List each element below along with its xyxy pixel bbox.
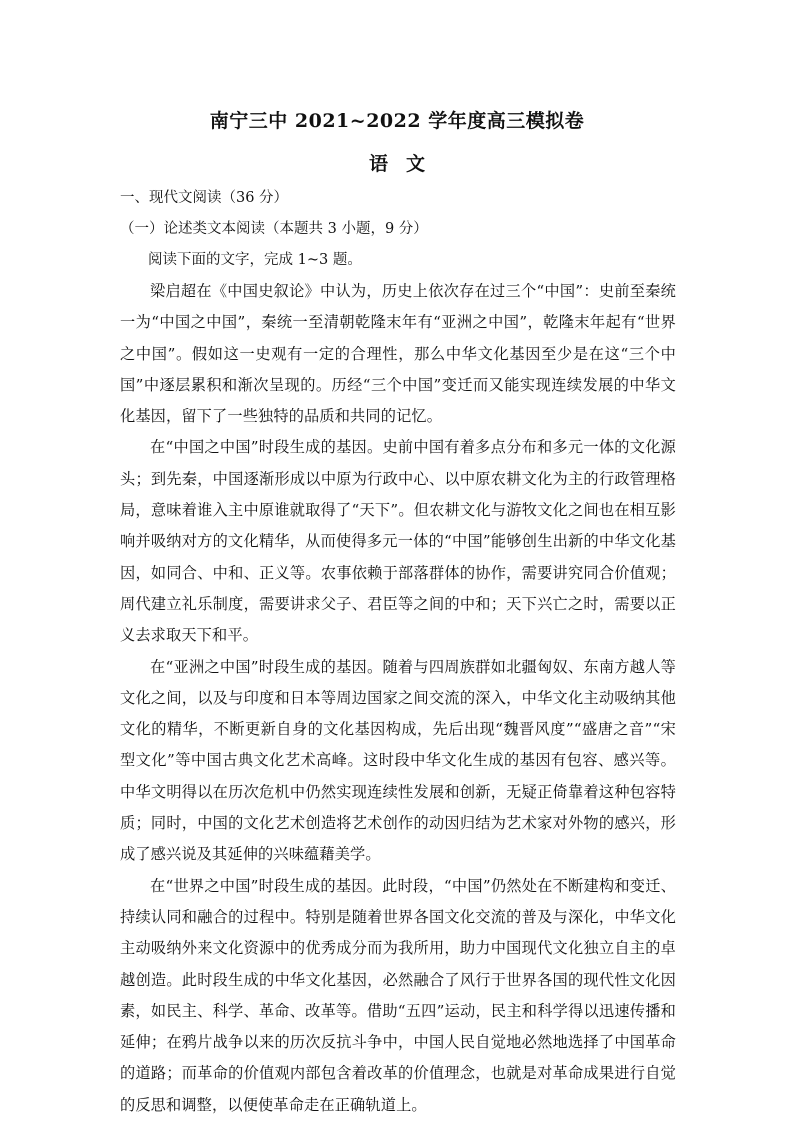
passage-paragraph: 在“世界之中国”时段生成的基因。此时段，“中国”仍然处在不断建构和变迁、持续认同和融合的过程中。特别是随着世界各国文化交流的普及与深化，中华文化主动吸纳外来文化资源中的优秀成分而为我所用，助力中国现代文化独立自主的卓越创造。此时段生成的中华文化基因，必然融合了风行于世界各国的现代性文化因素，如民主、科学、革命、改革等。借助“五四”运动，民主和科学得以迅速传播和延伸；在鸦片战争以来的历次反抗斗争中，中国人民自觉地必然地选择了中国革命的道路；而革命的价值观内部包含着改革的价值理念，也就是对革命成果进行自觉的反思和调整，以便使革命走在正确轨道上。 — [120, 876, 676, 1114]
passage-paragraph: 梁启超在《中国史叙论》中认为，历史上依次存在过三个“中国”：史前至秦统一为“中国之中国”，秦统一至清朝乾隆末年有“亚洲之中国”，乾隆末年起有“世界之中国”。假如这一史观有一定的合理性，那么中华文化基因至少是在这“三个中国”中逐层累积和渐次呈现的。历经“三个中国”变迁而又能实现连续发展的中华文化基因，留下了一些独特的品质和共同的记忆。 — [120, 282, 676, 426]
subsection-heading: （一）论述类文本阅读（本题共 3 小题，9 分） — [120, 221, 428, 237]
passage-paragraph: 在“中国之中国”时段生成的基因。史前中国有着多点分布和多元一体的文化源头；到先秦，中国逐渐形成以中原为行政中心、以中原农耕文化为主的行政管理格局，意味着谁入主中原谁就取得了“天下”。但农耕文化与游牧文化之间也在相互影响并吸纳对方的文化精华，从而使得多元一体的“中国”能够创生出新的中华文化基因，如同合、中和、正义等。农事依赖于部落群体的协作，需要讲究同合价值观；周代建立礼乐制度，需要讲求父子、君臣等之间的中和；天下兴亡之时，需要以正义去求取天下和平。 — [120, 438, 676, 645]
subject-title: 语文 — [368, 153, 443, 175]
reading-instruction: 阅读下面的文字，完成 1~3 题。 — [148, 252, 362, 268]
passage-body — [120, 276, 676, 1121]
section-heading: 一、现代文阅读（36 分） — [120, 190, 289, 206]
passage-paragraph: 在“亚洲之中国”时段生成的基因。随着与四周族群如北疆匈奴、东南方越人等文化之间，以及与印度和日本等周边国家之间交流的深入，中华文化主动吸纳其他文化的精华，不断更新自身的文化基因构成，先后出现“魏晋风度”“盛唐之音”“宋型文化”等中国古典文化艺术高峰。这时段中华文化生成的基因有包容、感兴等。中华文明得以在历次危机中仍然实现连续性发展和创新，无疑正倚靠着这种包容特质；同时，中国的文化艺术创造将艺术创作的动因归结为艺术家对外物的感兴，形成了感兴说及其延伸的兴味蕴藉美学。 — [120, 657, 676, 864]
exam-title: 南宁三中 2021~2022 学年度高三模拟卷 — [209, 110, 585, 132]
